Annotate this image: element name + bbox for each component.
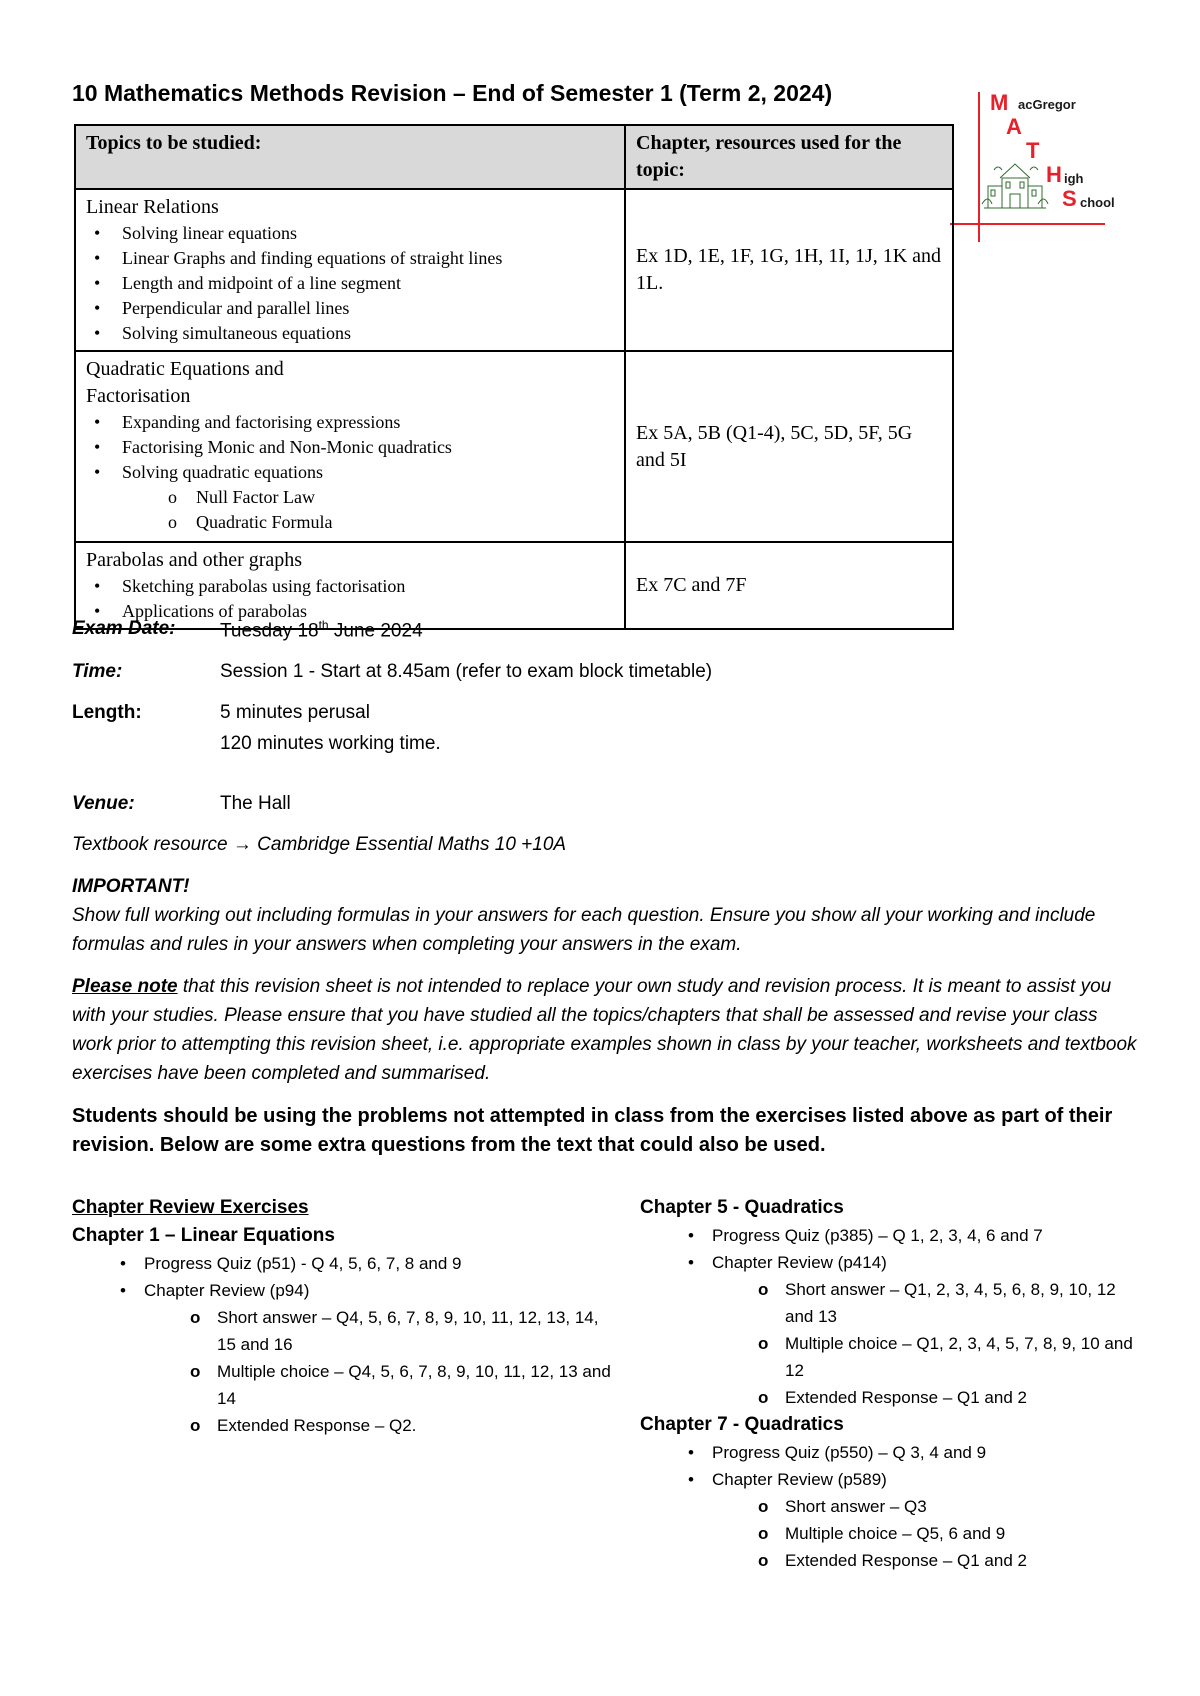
topic-bullets: [86, 574, 614, 624]
review-heading: Chapter Review Exercises: [72, 1197, 309, 1218]
table-row: [75, 542, 953, 629]
logo-letter-m: M: [990, 90, 1009, 115]
chapter-7-title: Chapter 7 - Quadratics: [640, 1414, 844, 1435]
list-item: o Multiple choice – Q5, 6 and 9: [640, 1520, 1160, 1547]
list-item: • Perpendicular and parallel lines: [86, 296, 614, 321]
list-item: o Multiple choice – Q1, 2, 3, 4, 5, 7, 8, 9, 10 and 12: [640, 1330, 1140, 1384]
list-item: • Progress Quiz (p550) – Q 3, 4 and 9: [640, 1439, 1160, 1466]
logo-word-high: igh: [1064, 171, 1084, 186]
resource-text: Ex 7C and 7F: [636, 574, 747, 596]
textbook-title: Cambridge Essential Maths 10 +10A: [251, 834, 567, 855]
list-item: o Null Factor Law: [86, 485, 614, 510]
exam-date-label: Exam Date:: [72, 618, 176, 639]
list-item: • Solving linear equations: [86, 221, 614, 246]
exam-venue-value: The Hall: [220, 793, 291, 814]
list-item: • Linear Graphs and finding equations of straight lines: [86, 246, 614, 271]
list-item: • Solving simultaneous equations: [86, 321, 614, 346]
logo-horizontal-line: [950, 223, 1105, 225]
important-text: Show full working out including formulas in your answers for each question. Ensure you show all your working and include formulas and rules in your answers when completing your answers in the exam.: [72, 905, 1096, 955]
list-item: • Expanding and factorising expressions: [86, 410, 614, 435]
students-note: Students should be using the problems not attempted in class from the exercises listed above as part of their revision. Below are some extra questions from the text that could also be used.: [72, 1105, 1113, 1156]
list-item: • Progress Quiz (p51) - Q 4, 5, 6, 7, 8 and 9: [72, 1250, 632, 1277]
resource-cell: [625, 351, 953, 542]
resource-cell: [625, 189, 953, 351]
chapter-1-title: Chapter 1 – Linear Equations: [72, 1225, 335, 1246]
note-section: [72, 972, 1142, 1088]
header-resources: Chapter, resources used for the topic:: [625, 125, 953, 189]
school-logo: [950, 80, 1160, 250]
chapter-5-title: Chapter 5 - Quadratics: [640, 1197, 844, 1218]
topic-title: Linear Relations: [86, 196, 219, 218]
list-item: • Sketching parabolas using factorisation: [86, 574, 614, 599]
page-title: 10 Mathematics Methods Revision – End of Semester 1 (Term 2, 2024): [72, 80, 833, 106]
logo-letter-a: A: [1006, 114, 1022, 139]
topic-title: Parabolas and other graphs: [86, 549, 303, 571]
list-item: o Extended Response – Q1 and 2: [640, 1547, 1160, 1574]
textbook-label: Textbook resource: [72, 834, 233, 855]
textbook-row: [72, 834, 566, 856]
logo-letter-s: S: [1062, 186, 1077, 211]
table-row: [75, 189, 953, 351]
resource-cell: [625, 542, 953, 629]
topic-bullets: [86, 221, 614, 346]
topic-cell: [75, 542, 625, 629]
school-building-icon: [980, 160, 1050, 212]
logo-letter-h: H: [1046, 162, 1062, 187]
logo-letter-t: T: [1026, 138, 1040, 163]
table-row: [75, 351, 953, 542]
header-topics: Topics to be studied:: [75, 125, 625, 189]
list-item: o Quadratic Formula: [86, 510, 614, 535]
list-item: • Chapter Review (p589): [640, 1466, 1160, 1493]
list-item: o Short answer – Q4, 5, 6, 7, 8, 9, 10, 11, 12, 13, 14, 15 and 16: [72, 1304, 617, 1358]
list-item: • Progress Quiz (p385) – Q 1, 2, 3, 4, 6 and 7: [640, 1222, 1160, 1249]
exam-length-value-2: 120 minutes working time.: [220, 733, 441, 754]
list-item: o Multiple choice – Q4, 5, 6, 7, 8, 9, 10, 11, 12, 13 and 14: [72, 1358, 617, 1412]
note-text: that this revision sheet is not intended to replace your own study and revision process. It is meant to assist you with your studies. Please ensure that you have studied all the topics/chapters that shall be assessed and revise your class work prior to attempting this revision sheet, i.e. appropriate examples shown in class by your teacher, worksheets and textbook exercises have been completed and summarised.: [72, 976, 1137, 1084]
topic-bullets: [86, 410, 614, 485]
table-header-row: [75, 125, 953, 189]
exam-date-suffix: th: [318, 618, 329, 632]
logo-word-school: chool: [1080, 195, 1115, 210]
list-item: • Length and midpoint of a line segment: [86, 271, 614, 296]
topic-cell: [75, 189, 625, 351]
list-item: o Short answer – Q3: [640, 1493, 1160, 1520]
list-item: • Factorising Monic and Non-Monic quadratics: [86, 435, 614, 460]
exam-date-day: Tuesday 18: [220, 620, 319, 642]
topics-table: [74, 124, 954, 630]
exam-time-value: Session 1 - Start at 8.45am (refer to exam block timetable): [220, 661, 713, 682]
list-item: • Solving quadratic equations: [86, 460, 614, 485]
review-column-left: [72, 1194, 632, 1439]
logo-word-macgregor: acGregor: [1018, 97, 1076, 112]
list-item: • Applications of parabolas: [86, 599, 614, 624]
note-lead: Please note: [72, 976, 178, 997]
topic-cell: [75, 351, 625, 542]
review-column-right: [640, 1194, 1160, 1574]
list-item: • Chapter Review (p94): [72, 1277, 632, 1304]
resource-text: Ex 1D, 1E, 1F, 1G, 1H, 1I, 1J, 1K and 1L.: [636, 245, 942, 294]
important-section: [72, 872, 1142, 959]
important-heading: IMPORTANT!: [72, 876, 190, 897]
list-item: o Extended Response – Q2.: [72, 1412, 632, 1439]
exam-date-month: June 2024: [328, 620, 423, 642]
arrow-right-icon: →: [232, 834, 252, 855]
topic-subbullets: [86, 485, 614, 535]
list-item: o Short answer – Q1, 2, 3, 4, 5, 6, 8, 9, 10, 12 and 13: [640, 1276, 1140, 1330]
list-item: o Extended Response – Q1 and 2: [640, 1384, 1160, 1411]
exam-date-value: [220, 618, 423, 642]
resource-text: Ex 5A, 5B (Q1-4), 5C, 5D, 5F, 5G and 5I: [636, 421, 913, 471]
exam-venue-label: Venue:: [72, 793, 135, 814]
exam-length-value-1: 5 minutes perusal: [220, 702, 370, 723]
exam-length-label: Length:: [72, 702, 142, 723]
topic-title: Quadratic Equations and Factorisation: [86, 358, 284, 407]
list-item: • Chapter Review (p414): [640, 1249, 1160, 1276]
exam-time-label: Time:: [72, 661, 123, 682]
